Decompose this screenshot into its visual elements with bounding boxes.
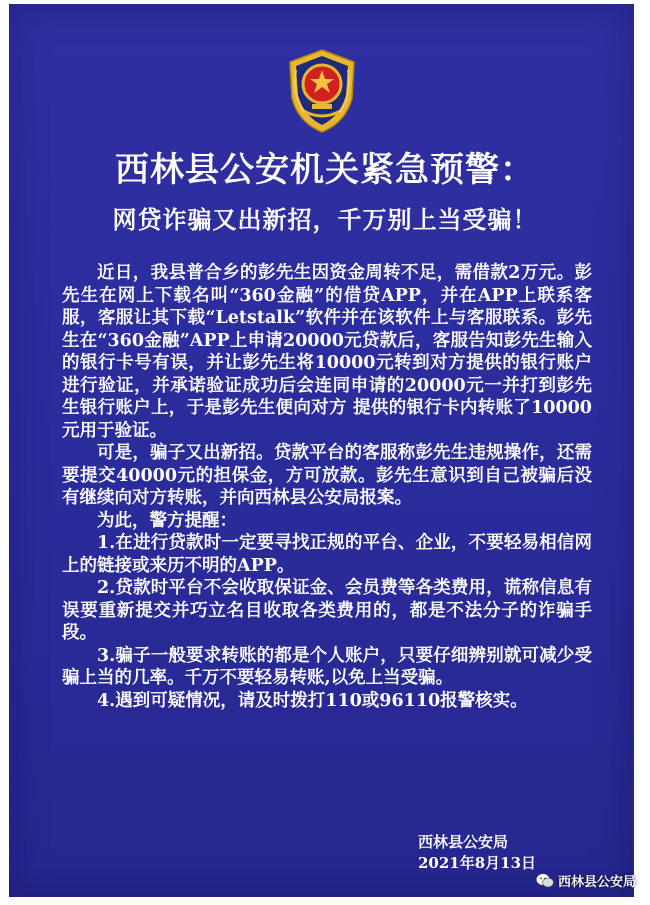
tip-item-4: 4.遇到可疑情况，请及时拨打110或96110报警核实。 (97, 690, 528, 711)
police-emblem-icon (282, 46, 362, 134)
watermark-text: 西林县公安局 (557, 875, 636, 890)
notice-body (62, 262, 592, 712)
paragraph-new-trick: 可是，骗子又出新招。贷款平台的客服称彭先生违规操作，还需要提交40000元的担保金，方可放款。彭先生意识到自己被骗后没有继续向对方转账，并向西林县公安局报案。 (62, 443, 592, 508)
tip-item-1: 1.在进行贷款时一定要寻找正规的平台、企业，不要轻易相信网上的链接或来历不明的APP。 (62, 533, 592, 576)
page-subtitle: 网贷诈骗又出新招，千万别上当受骗！ (112, 206, 538, 234)
watermark (536, 871, 636, 890)
paragraph-case: 近日，我县普合乡的彭先生因资金周转不足，需借款2万元。彭先生在网上下载名叫“360金融”的借贷APP，并在APP上联系客服，客服让其下载“Letstalk”软件并在该软件上与客服联系。彭先生在“360金融”APP上申请20000元贷款后，客服告知彭先生输入的银行卡号有误，并让彭先生将10000元转到对方提供的银行账户进行验证，并承诺验证成功后会连同申请的20000元一并打到彭先生银行账户上，于是彭先生便向对方 提供的银行卡内转账了10000元用于验证。 (62, 263, 592, 441)
tip-item-3: 3.骗子一般要求转账的都是个人账户，只要仔细辨别就可减少受骗上当的几率。千万不要轻易转账,以免上当受骗。 (62, 645, 592, 688)
paragraph-reminder-heading: 为此，警方提醒： (97, 510, 237, 531)
signature-org: 西林县公安局 (418, 833, 509, 851)
wechat-icon (536, 873, 554, 889)
tip-item-2: 2.贷款时平台不会收取保证金、会员费等各类费用，谎称信息有误要重新提交并巧立名目收取各类费用的，都是不法分子的诈骗手段。 (62, 578, 592, 643)
signature-block (418, 832, 536, 874)
page-title: 西林县公安机关紧急预警： (115, 150, 535, 190)
signature-date: 2021年8月13日 (418, 854, 537, 872)
